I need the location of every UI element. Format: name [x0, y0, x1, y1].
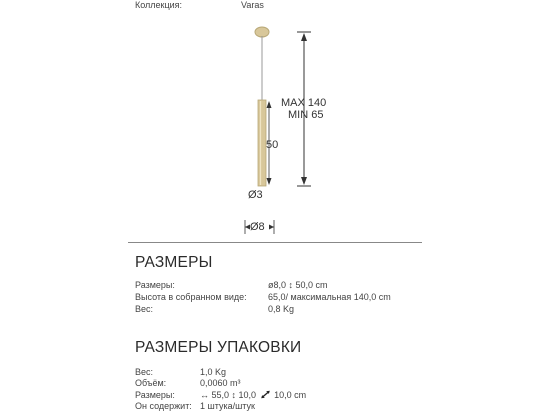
- tube-diameter-label: Ø3: [248, 189, 263, 201]
- dimensions-assembled-height-label: Высота в собранном виде:: [135, 292, 247, 302]
- packaging-volume-value: 0,0060 m³: [200, 378, 241, 388]
- section-divider: [128, 242, 422, 243]
- collection-value: Varas: [241, 0, 264, 10]
- packaging-volume-label: Объём:: [135, 378, 167, 388]
- length-arrow-down-icon: [267, 178, 272, 185]
- dimensions-size-label: Размеры:: [135, 280, 175, 290]
- packaging-weight-label: Вес:: [135, 367, 154, 377]
- dimensions-assembled-height-value: 65,0/ максимальная 140,0 cm: [268, 292, 391, 302]
- min-height-label: MIN 65: [288, 109, 324, 121]
- collection-label: Коллекция:: [135, 0, 183, 10]
- packaging-contents-value: 1 штука/штук: [200, 401, 255, 411]
- height-arrow-up-icon: [301, 33, 307, 41]
- max-height-label: MAX 140: [281, 97, 327, 109]
- packaging-size-suffix: 10,0 cm: [274, 390, 307, 400]
- dimensions-weight-value: 0,8 Kg: [268, 304, 295, 314]
- dimensions-weight-label: Вес:: [135, 304, 154, 314]
- dimensions-heading: РАЗМЕРЫ: [135, 254, 213, 271]
- lamp-diagram: [230, 0, 430, 240]
- length-label: 50: [266, 139, 279, 151]
- packaging-heading: РАЗМЕРЫ УПАКОВКИ: [135, 339, 302, 356]
- diagonal-arrow-icon: [260, 390, 271, 399]
- height-arrow-down-icon: [301, 177, 307, 185]
- packaging-contents-label: Он содержит:: [135, 401, 192, 411]
- dimensions-size-value: ø8,0 ↕ 50,0 cm: [268, 280, 328, 290]
- lamp-canopy: [255, 27, 269, 37]
- packaging-weight-value: 1,0 Kg: [200, 367, 227, 377]
- packaging-size-main: ↔ 55,0 ↕ 10,0: [200, 390, 257, 400]
- width-arrow-right-icon: [269, 225, 274, 230]
- body-diameter-label: Ø8: [250, 221, 265, 233]
- length-arrow-up-icon: [267, 101, 272, 108]
- packaging-size-label: Размеры:: [135, 390, 175, 400]
- lamp-body: [258, 100, 266, 186]
